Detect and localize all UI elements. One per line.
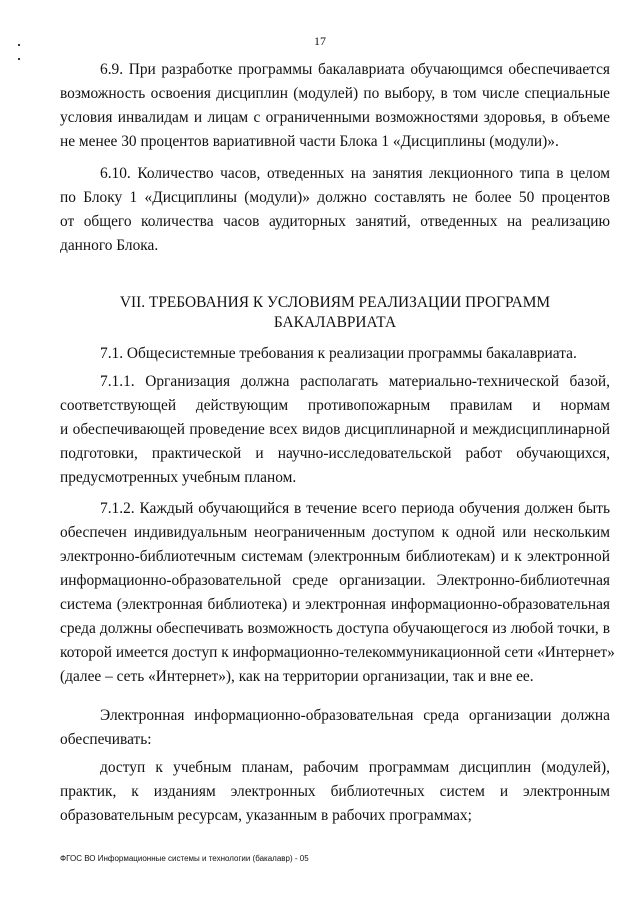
paragraph-6-10: [60, 162, 610, 258]
text-line: 7.1.1. Организация должна располагать материально-технической базой,: [100, 373, 610, 390]
text-line: информационно-образовательной среде организации. Электронно-библиотечная: [60, 572, 610, 589]
paragraph-access: [60, 756, 610, 828]
paragraph-6-9: [60, 58, 610, 154]
text-line: (далее – сеть «Интернет»), как на территории организации, так и вне ее.: [60, 668, 534, 685]
text-line: 7.1.2. Каждый обучающийся в течение всего периода обучения должен быть: [100, 500, 610, 517]
paragraph-7-1-2: [60, 497, 615, 689]
text-line: которой имеется доступ к информационно-телекоммуникационной сети «Интернет»: [60, 644, 615, 661]
text-line: предусмотренных учебным планом.: [60, 469, 297, 486]
heading-line: БАКАЛАВРИАТА: [273, 314, 397, 331]
text-line: система (электронная библиотека) и электронная информационно-образовательная: [60, 596, 610, 613]
text-line: 7.1. Общесистемные требования к реализации программы бакалавриата.: [100, 345, 577, 362]
paragraph-7-1-1: [60, 370, 610, 490]
heading-line: VII. ТРЕБОВАНИЯ К УСЛОВИЯМ РЕАЛИЗАЦИИ ПРОГРАММ: [119, 294, 551, 311]
text-line: обеспечивать:: [60, 731, 152, 748]
section-heading: [60, 293, 610, 333]
text-line: по Блоку 1 «Дисциплины (модули)» должно составлять не более 50 процентов: [60, 189, 610, 206]
paragraph-7-1: [60, 342, 610, 366]
text-line: возможность освоения дисциплин (модулей) по выбору, в том числе специальные: [60, 85, 610, 102]
text-line: доступ к учебным планам, рабочим программам дисциплин (модулей),: [100, 759, 610, 776]
document-footer: ФГОС ВО Информационные системы и технологии (бакалавр) - 05: [60, 854, 309, 863]
text-line: условия инвалидам и лицам с ограниченными возможностями здоровья, в объеме: [60, 109, 610, 126]
paragraph-eios: [60, 704, 610, 752]
text-line: обеспечен индивидуальным неограниченным доступом к одной или нескольким: [60, 524, 610, 541]
text-line: не менее 30 процентов вариативной части Блока 1 «Дисциплины (модули)».: [60, 133, 559, 150]
text-line: 6.9. При разработке программы бакалавриата обучающимся обеспечивается: [100, 61, 610, 78]
page-number: 17: [314, 34, 326, 48]
text-line: среда должны обеспечивать возможность доступа обучающегося из любой точки, в: [60, 620, 610, 637]
text-line: Электронная информационно-образовательная среда организации должна: [100, 707, 610, 724]
margin-mark: [18, 58, 20, 60]
text-line: данного Блока.: [60, 237, 159, 254]
text-line: от общего количества часов аудиторных занятий, отведенных на реализацию: [60, 213, 610, 230]
text-line: образовательным ресурсам, указанным в рабочих программах;: [60, 807, 472, 824]
text-line: 6.10. Количество часов, отведенных на занятия лекционного типа в целом: [100, 165, 610, 182]
text-line: и обеспечивающей проведение всех видов дисциплинарной и междисциплинарной: [60, 421, 610, 438]
text-line: подготовки, практической и научно-исследовательской работ обучающихся,: [60, 445, 610, 462]
text-line: практик, к изданиям электронных библиотечных систем и электронным: [60, 783, 610, 800]
text-line: электронно-библиотечным системам (электронным библиотекам) и к электронной: [60, 548, 610, 565]
text-line: соответствующей действующим противопожарным правилам и нормам: [60, 397, 610, 414]
